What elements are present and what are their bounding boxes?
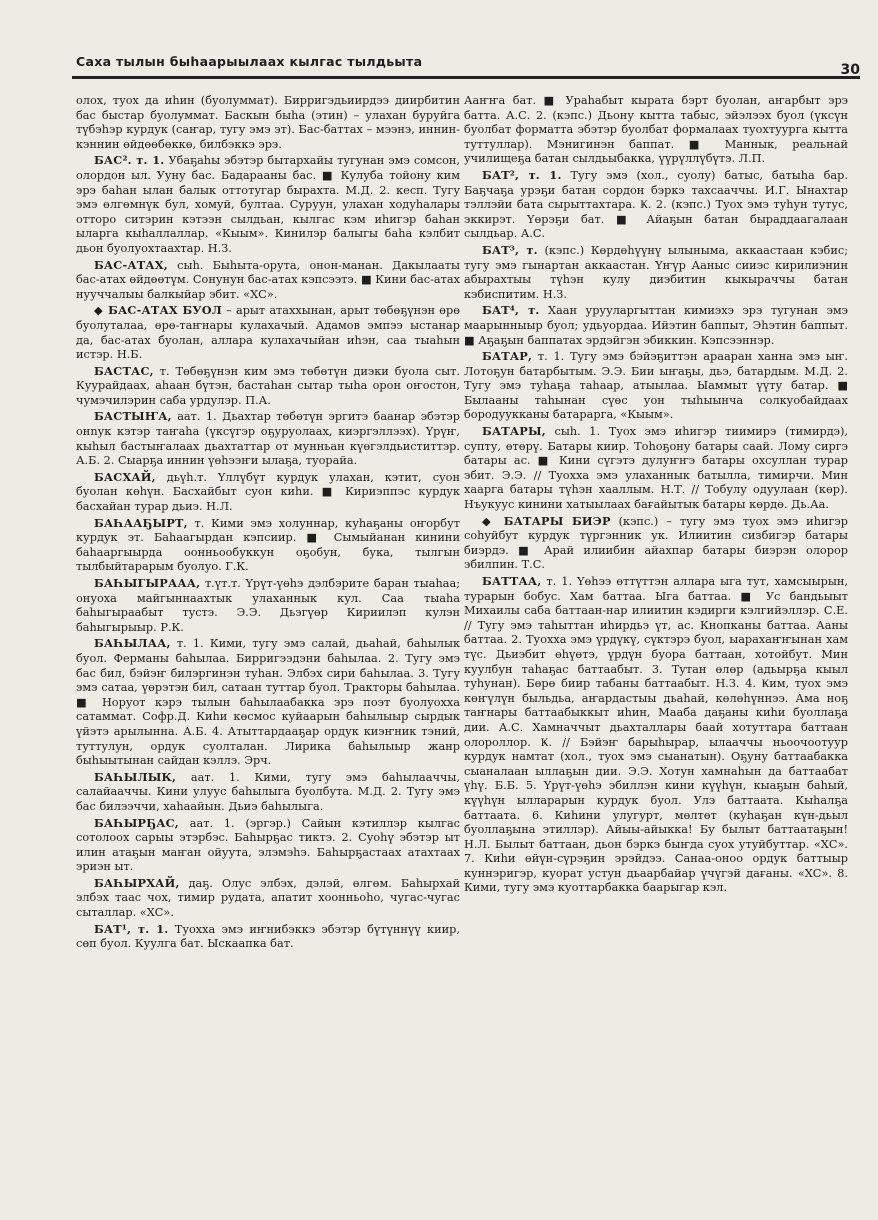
entry-definition: аат. 1. Кими, тугу эмэ баһылааччы, салайааччы. Кини улуус баһылыга буолбута. М.Д. 2. Тугу эмэ бас билээччи, хаһаайын. Дьиэ баһылыга. — [76, 770, 460, 813]
entry-headword: БАТ⁴, т. — [482, 303, 540, 318]
dictionary-entry — [76, 153, 460, 256]
entry-headword: БАТ¹, т. 1. — [94, 921, 169, 936]
entry-definition: сыһ. 1. Туох эмэ иһигэр тиимирэ (тимирдэ), супту, өтөрү. Батары киир. Тоһоҕону батары саай. Лому сиргэ батары ас. ■ Кини сүгэтэ дулуҥҥэ батары охсуллан турар эбит. Э.Э. // Туохха эмэ улаханнык батылла, тимирчи. Мин хаарга батары түһэн хааллым. Н.Т. // Тобулу одуулаан (көр). Нъукуус кинини хатыылаах бағайытык батары көрдө. Дь.Аа. — [464, 425, 848, 512]
entry-headword: БАҺЫРХАЙ, — [94, 875, 180, 890]
dictionary-entry — [76, 876, 460, 921]
entry-definition: – арыт атаххынан, арыт төбөҕүнэн өрө буолуталаа, өрө-таҥнары кулахачый. Адамов эмпээ ыстанар да, бас-атах буолан, аллара кулахачыйан иһэн, саа тыаһын истэр. Н.Б. — [76, 304, 461, 362]
entry-headword: БАСТЫҤА, — [94, 409, 172, 424]
dictionary-entry — [464, 94, 848, 167]
page-header — [72, 52, 860, 79]
entry-headword: БАҺЫЛАА, — [94, 636, 171, 651]
entry-definition: Туохха эмэ иҥнибэккэ эбэтэр бүтүннүү киир, сөп буол. Куулга бат. Ыскаапка бат. — [76, 922, 461, 951]
entry-headword: ◆ БАТАРЫ БИЭР — [482, 513, 611, 528]
entry-headword: БАТТАА, — [482, 574, 542, 588]
entry-definition: т. 1. Тугу эмэ бэйэҕиттэн арааран ханна эмэ ыҥ. Лотоҕун батарбытым. Э.Э. Бии ыҥаҕы, дьэ, батардым. М.Д. 2. Тугу эмэ туһаҕа таһаар, атыылаа. Ыаммыт үүту батар. ■ Былааны таһынан сүөс уон тыһыынча солкуобайдаах бородуукканы батарарга, «Кыым». — [464, 350, 848, 422]
entry-definition: аат. 1. Дьахтар төбөтүн эргитэ баанар эбэтэр онnук кэтэр таҥаһа (үксүгэр оҕуруолаах, киэргэллээх). Үрүҥ, кыһыл бастыҥалаах дьахтаттар от мунньан күөгэлдьиститтэр. А.Б. 2. Сыарҕа иннин үөһээҥи ылаҕа, туорайа. — [76, 410, 460, 468]
entry-headword: БАҺЫРҔАС, — [94, 815, 179, 830]
left-column — [76, 94, 460, 953]
entry-definition: (кэпс.) Көрдөһүүнү ылыныма, аккаастаан кэбис; тугу эмэ гынартан аккаастан. Үҥүр Ааныс сииэс кирилиэнин абырахтыы түһэн кулу диэбитин кыкыраччы батан кэбиспитим. Н.З. — [464, 243, 848, 301]
dictionary-entry — [76, 94, 460, 152]
entry-definition: Убаҕаһы эбэтэр бытархайы тугунан эмэ сомсон, олордон ыл. Ууну бас. Бадарааны бас. ■ Кулуба тойону ким эрэ баһан ылан балык оттотугар быраxта. М.Д. 2. кесп. Тугу эмэ өлгөмнүк бул, хомуй, бултаа. Суруун, улахан ходуһалары отторо ситэрин кэтээн сылдьан, кылгас кэм иһигэр баһан ыларга кыһаллаллар. «Кыым». Кинилэр балыгы баһа кэлбит дьон буолуохтаахтар. Н.З. — [76, 154, 460, 255]
entry-definition: дьүһ.т. Үллүбүт курдук улахан, кэтит, суон буолан көһүн. Басхайбыт суон киһи. ■ Кириэппэс курдук басхайан турар дьиэ. Н.Л. — [76, 470, 461, 514]
dictionary-entry — [76, 576, 460, 635]
dictionary-entry — [76, 258, 460, 303]
entry-headword: БАТАР, — [482, 349, 533, 364]
right-column — [464, 94, 848, 897]
entry-definition: т. 1. Кими, тугу эмэ салай, дьаһай, баһылык буол. Ферманы баһылаа. Бирригээдэни баһылаа. 2. Тугу эмэ бас бил, бэйэҥ билэргинэн туһан. Элбэх сири баһылаа. 3. Тугу эмэ сатаа, үөрэтэн бил, сатаан туттар буол. Тракторы баһылаа. ■ Норуот кэрэ тылын баһылаабакка эрэ поэт буолуохха сатаммат. Софр.Д. Киһи көсмос куйаарын баһылыыр сырдык үйэтэ арылынна. А.Б. 4. Атыттардааҕар ордук киэҥник тэний, туттулун, ордук суолталан. Лирика баһылыыр жанр быһыытынан сайдан кэллэ. Эрч. — [76, 637, 461, 768]
dictionary-entry — [76, 516, 460, 575]
dictionary-entry — [76, 409, 460, 468]
running-title: Саха тылын быһаарыылаах кылгас тылдьыта — [76, 54, 423, 69]
entry-headword: БАҺЫЛЫК, — [94, 769, 177, 784]
entry-definition: даҕ. Олус элбэх, дэлэй, өлгөм. Баһырхай элбэх таас чох, тимир рудата, апатит хоонньоһо, чугас-чугас сыталлар. «ХС». — [76, 876, 460, 920]
entry-headword: БАС². т. 1. — [94, 153, 165, 168]
dictionary-entry — [464, 303, 848, 348]
entry-headword: БАҺААҔЫРТ, — [94, 515, 188, 530]
dictionary-entry — [76, 364, 460, 409]
entry-definition: Ааҥҥа бат. ■ Ураһабыт кырата бэрт буолан, аҥарбыт эрэ батта. А.С. 2. (кэпс.) Дьону кытта табыс, эйэлээх буол (үксүн буолбат форматта эбэтэр буолбат формалаах туохтуурга кытта туттуллар). Мэнигинэн баппат. ■ Маннык, реальнай училищеҕа батан сылдьыбакка, үүрүллүбүтэ. Л.П. — [464, 94, 848, 166]
entry-headword: БАҺЫГЫРААА, — [94, 576, 201, 590]
entry-definition: аат. 1. (эргэр.) Сайын кэтиллэр кылгас сотолоох сарыы этэрбэс. Баһырҕас тиктэ. 2. Суоһү эбэтэр ыт илин атаҕын маҥан ойуута, элэмэһэ. Баһырҕастаах атахтаах эриэн ыт. — [76, 816, 461, 874]
dictionary-entry — [464, 243, 848, 302]
dictionary-entry — [76, 636, 460, 768]
dictionary-entry — [76, 470, 460, 515]
entry-headword: БАТ², т. 1. — [482, 167, 562, 182]
entry-definition: (кэпс.) – тугу эмэ туох эмэ иһигэр соһуйбут курдук түргэнник ук. Илиитин сизбигэр батары биэрдэ. ■ Арай илиибин айахпар батары биэрэн олорор эбилпин. Т.С. — [464, 514, 848, 572]
entry-definition: т.үт.т. Үрүт-үөһэ дэлбэрите баран тыаһаа; онуоха майгыннаахтык улаханнык кул. Саа тыаһа баһыгыраабыт тустэ. Э.Э. Дьэгүөр Кириилэп кулэн баһыгырыыр. Р.К. — [76, 577, 460, 634]
entry-headword: БАТАРЫ, — [482, 424, 546, 439]
entry-headword: БАТ³, т. — [482, 242, 538, 257]
entry-definition: т. Төбөҕүнэн ким эмэ төбөтүн диэки буола сыт. Куурайдаах, аһаан бүтэн, бастаһан сытар тыһа орон оҥостон, чумэчилэрин саба урдулэр. П.А. — [76, 364, 460, 407]
entry-headword: БАСХАЙ, — [94, 469, 156, 484]
dictionary-entry — [76, 922, 460, 952]
dictionary-entry — [76, 303, 460, 362]
entry-definition: Хаан урууларгыттан кимиэхэ эрэ тугунан эмэ маарынныыр буол; удьуордаа. Ийэтин баппыт, Эһэтин баппыт. ■ Аҕаҕын баппатах эрдэйгэн эбиккин. Кэпсээннэр. — [464, 304, 849, 347]
entry-definition: Тугу эмэ (хол., суолу) батыс, батыһа бар. Баҕчаҕа урэҕи батан сордон бэркэ тахсааччы. И.Г. Ынахтар тэллэйи бата сырыттахтара. Ҝ. 2. (кэпс.) Туох эмэ туһун тутус, эккирэт. Үөрэҕи бат. ■ Айаҕын батан быраддаагалаан сылдьар. А.С. — [464, 168, 848, 241]
dictionary-entry — [464, 168, 848, 242]
entry-definition: т. Кими эмэ холуннар, куһаҕаны оҥорбут курдук эт. Баһаагырдан кэпсиир. ■ Сымыйанан кинини баһааргыырда оонньообуккун оҕобун, бука, тылгын тылбыйтарарым буолуо. Г.К. — [76, 516, 460, 574]
dictionary-entry — [76, 816, 460, 875]
page-number: 30 — [840, 62, 860, 78]
entry-headword: БАСТАС, — [94, 363, 154, 378]
dictionary-entry — [464, 424, 848, 513]
dictionary-entry — [76, 770, 460, 815]
entry-definition: сыһ. Быһыта-орута, онон-манан. Дакылааты бас-атах өйдөөтүм. Сонунун бас-атах кэпсээтэ. ■ Кини бас-атах нууччалыы балкыйар эбит. «ХС». — [76, 258, 460, 301]
entry-definition: т. 1. Үөһээ өттүттэн аллара ыга тут, хамсыырын, турарын бобус. Хам баттаа. Ыга баттаа. ■ Ус бандьыыт Михаилы саба баттаан-нар илиитин кэдирги кэлгийэллэр. С.Е. // Тугу эмэ таһыттан иһирдьэ үт, ас. Кнопканы баттаа. Ааны баттаа. 2. Туохха эмэ үрдүкү, сүктэрэ буол, ыарахаҥҥынан хам түс. Дьиэбит өһүөтэ, үрдүн буора баттаан, хотойбут. Мин куулбун таһаҕас баттаабыт. 3. Тутан өлөр (адьырҕа кыыл туһунан). Бөрө биир табаны баттаабыт. Н.З. 4. Ҝим, туох эмэ көҥүлүн быльдьа, аҥардастыы дьаһай, көлөһүннээ. Ама ноҕ таҥнары баттаабыккыт иһин, Мааба даҕаны киһи буоллаҕа дии. А.С. Хамначчыт дьахталлары баай хотуттара баттаан олороллор. Ҝ. // Бэйэҥ барыһырар, ылааччы ньоочоотуур курдук намтат (хол., туох эмэ сыанатын). Оҕуну баттаабакка сыаналаан ыллаҕын дии. Э.Э. Хотун хамнаһын да баттаабат үһү. Б.Б. 5. Үрүт-үөһэ эбиллэн кини күүһүн, кыаҕын баһый, күүһүн ылларарын курдук буол. Улэ баттаата. Кыһалҕа баттаата. 6. Киһини улугурт, мөлтөт (куһаҕан күн-дьыл буоллаҕына этиллэр). Айыы-айыкка! Бу былыт баттаатаҕын! Н.Л. Былыт баттаан, дьон бэркэ быҥда суох утуйбуттар. «ХС». 7. Киһи өйүн-сүрэҕин эрэйдээ. Санаа-оноо ордук баттыыр куннэригэр, куорат устун дьаарбайар үчүгэй дағаны. «ХС». 8. Кими, тугу эмэ куоттарбакка баарыгар кэл. — [464, 575, 849, 895]
entry-headword: БАС-АТАХ, — [94, 257, 168, 272]
dictionary-entry — [464, 514, 848, 573]
dictionary-entry — [464, 349, 848, 423]
entry-headword: ◆ БАС-АТАХ БУОЛ — [94, 303, 222, 318]
dictionary-entry — [464, 574, 848, 896]
entry-definition: олох, туох да иһин (буолуммат). Бирригэдьиирдээ диирбитин бас быстар буолуммат. Баскын быһа (этин) – улахан буруйга түбэһэр курдук (саҥар, тугу эмэ эт). Бас-баттах – мээнэ, иннин-кэннин өйдөөбөккө, билбэккэ эрэ. — [76, 94, 460, 151]
